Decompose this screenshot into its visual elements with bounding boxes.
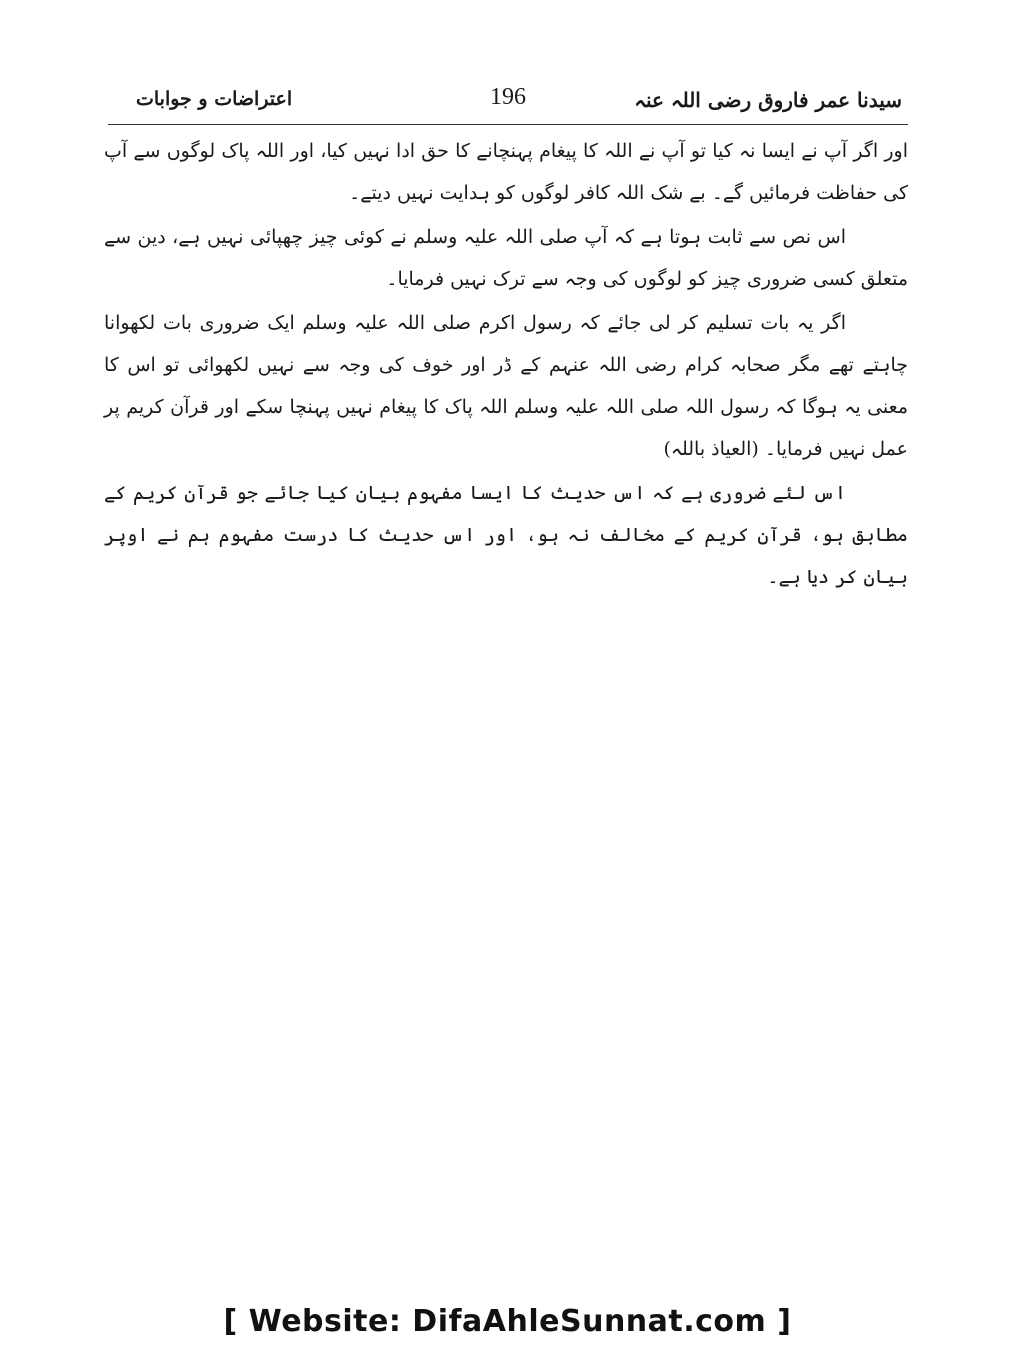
website-footer: [ Website: DifaAhleSunnat.com ] xyxy=(223,1304,792,1339)
paragraph-4: اس لئے ضروری ہے کہ اس حدیث کا ایسا مفہوم بیان کیا جائے جو قرآن کریم کے مطابق ہو، قرآن کریم کے مخالف نہ ہو، اور اس حدیث کا درست مفہوم ہم نے اوپر بیان کر دیا ہے۔ xyxy=(104,482,908,588)
chapter-title: اعتراضات و جوابات xyxy=(136,88,293,110)
paragraph-2: اس نص سے ثابت ہوتا ہے کہ آپ صلی اللہ علیہ وسلم نے کوئی چیز چھپائی نہیں ہے، دین سے متعلق کسی ضروری چیز کو لوگوں کی وجہ سے ترک نہیں فرمایا۔ xyxy=(104,226,908,290)
header-divider xyxy=(108,124,908,125)
page-body xyxy=(104,130,908,600)
book-title: سیدنا عمر فاروق رضی اللہ عنہ xyxy=(634,88,902,112)
paragraph-1: اور اگر آپ نے ایسا نہ کیا تو آپ نے اللہ کا پیغام پہنچانے کا حق ادا نہیں کیا، اور اللہ پاک لوگوں سے آپ کی حفاظت فرمائیں گے۔ بے شک اللہ کافر لوگوں کو ہدایت نہیں دیتے۔ xyxy=(104,140,908,204)
page-number: 196 xyxy=(490,84,526,110)
paragraph-3: اگر یہ بات تسلیم کر لی جائے کہ رسول اکرم صلی اللہ علیہ وسلم ایک ضروری بات لکھوانا چاہتے تھے مگر صحابہ کرام رضی اللہ عنہم کے ڈر اور خوف کی وجہ سے نہیں لکھوائی تو اس کا معنی یہ ہوگا کہ رسول اللہ صلی اللہ علیہ وسلم اللہ پاک کا پیغام نہیں پہنچا سکے اور قرآن کریم پر عمل نہیں فرمایا۔ (العیاذ باللہ) xyxy=(104,312,908,460)
page-header xyxy=(108,84,908,122)
